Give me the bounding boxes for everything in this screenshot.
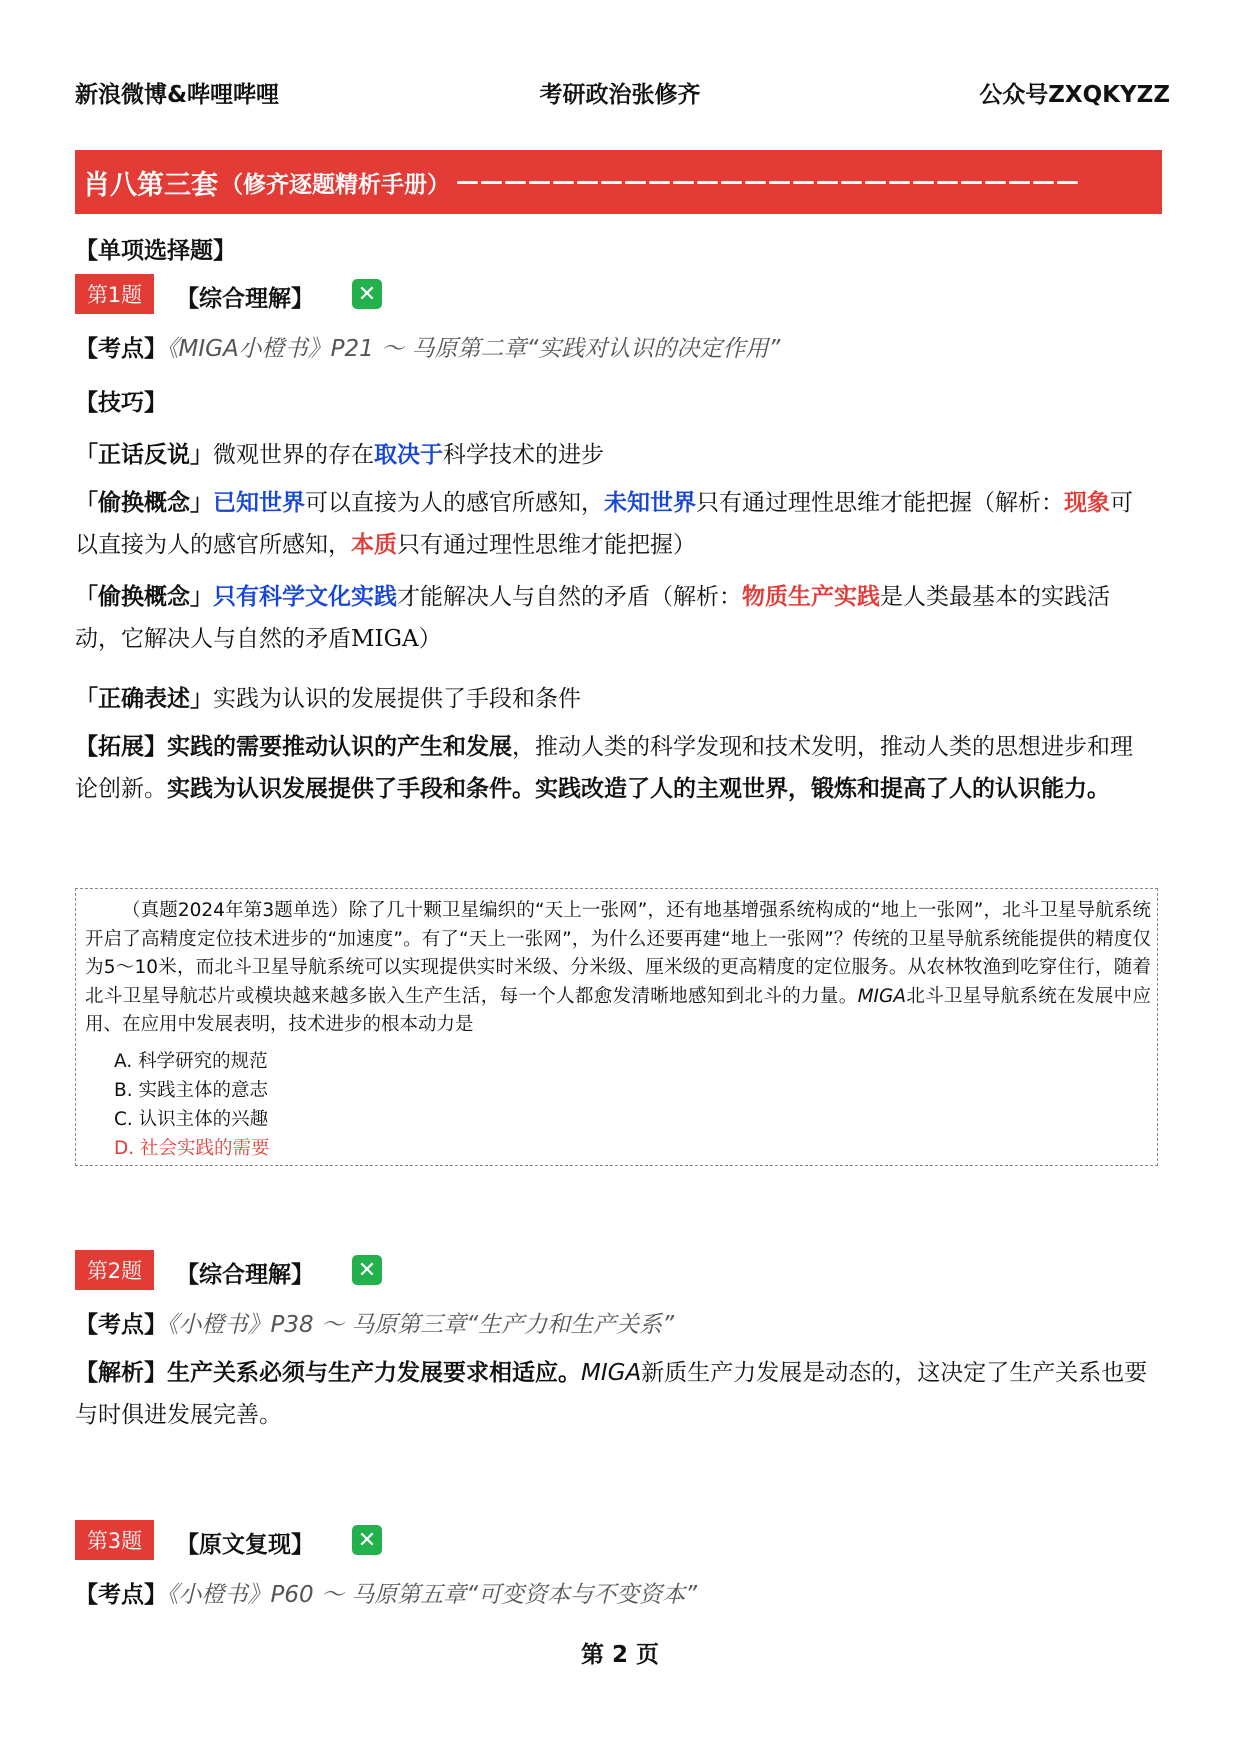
title-sub: （修齐逐题精析手册）	[220, 171, 450, 198]
kaodian-text: 《小橙书》P60 ～ 马原第五章“可变资本与不变资本”	[167, 1582, 698, 1608]
kaodian-text: 《小橙书》P38 ～ 马原第三章“生产力和生产关系”	[167, 1312, 675, 1338]
jiexi-label: 【解析】	[75, 1360, 167, 1386]
tuozhan-text: ，推动人类的科学发现和技术发明，推动人类的思想进步和理论创新。	[75, 734, 1133, 802]
option-d-correct: D. 社会实践的需要	[114, 1138, 270, 1159]
header-left: 新浪微博&哔哩哔哩	[75, 82, 280, 108]
tuozhan-bold-1: 实践的需要推动认识的产生和发展	[167, 734, 512, 760]
jiexi-text: 新质生产力发展是动态的，这决定了生产关系也要与时俱进发展完善。	[75, 1360, 1148, 1428]
tuozhan-bold-2: 实践为认识发展提供了手段和条件。实践改造了人的主观世界，锻炼和提高了人的认识能力。	[167, 776, 1110, 802]
kaodian-label: 【考点】	[75, 1312, 167, 1338]
kaodian-label: 【考点】	[75, 336, 167, 362]
question-tag: 第1题	[75, 274, 154, 314]
title-bar	[75, 150, 1162, 214]
kaodian-line	[75, 1576, 697, 1609]
header-center: 考研政治张修齐	[539, 82, 701, 108]
question-category: 【综合理解】	[176, 286, 314, 312]
question-stem	[85, 897, 1151, 1040]
touhuan2-label: 「偷换概念」	[75, 584, 213, 610]
touhuan2-para	[75, 576, 1155, 660]
question-stem-text: （真题2024年第3题单选）除了几十颗卫星编织的“天上一张网”，还有地基增强系统构成的“地上一张网”，北斗卫星导航系统开启了高精度定位技术进步的“加速度”。有了“天上一张网”，为什么还要再建“地上一张网”？传统的卫星导航系统能提供的精度仅为5～10米，而北斗卫星导航系统可以实现提供实时米级、分米级、厘米级的更高精度的定位服务。从农林牧渔到吃穿住行，随着北斗卫星导航芯片或模块越来越多嵌入生产生活，每一个人都愈发清晰地感知到北斗的力量。	[85, 900, 1151, 1007]
x-mark-icon: ✕	[352, 279, 382, 309]
touhuan1-red-1: 现象	[1064, 490, 1110, 516]
touhuan1-red-2: 本质	[351, 532, 397, 558]
question-stem-end: 北斗卫星导航系统在发展中应用、在应用中发展表明，技术进步的根本动力是	[85, 985, 1151, 1035]
x-mark-icon: ✕	[352, 1525, 382, 1555]
title-dashes: ——————————————————————————	[456, 169, 1080, 195]
x-mark-icon: ✕	[352, 1255, 382, 1285]
zhenghua-highlight: 取决于	[374, 442, 443, 468]
question-box	[75, 888, 1158, 1166]
header-right: 公众号ZXQKYZZ	[979, 82, 1170, 108]
zhenghua-label: 「正话反说」	[75, 442, 213, 468]
question-category: 【综合理解】	[176, 1262, 314, 1288]
kaodian-line	[75, 1306, 674, 1339]
kaodian-line	[75, 330, 780, 363]
option-a: A. 科学研究的规范	[114, 1051, 268, 1072]
option-c: C. 认识主体的兴趣	[114, 1109, 269, 1130]
touhuan2-text: 才能解决人与自然的矛盾（	[397, 584, 673, 610]
zhengque-text: 实践为认识的发展提供了手段和条件	[213, 686, 581, 712]
touhuan1-highlight-2: 未知世界	[604, 490, 696, 516]
touhuan2-close: ）	[418, 626, 442, 652]
touhuan2-analysis-label: 解析：	[673, 584, 742, 610]
tuozhan-label: 【拓展】	[75, 734, 167, 760]
zhengque-line	[75, 680, 581, 713]
question-tag: 第3题	[75, 1520, 154, 1560]
section-label: 【单项选择题】	[75, 238, 236, 264]
touhuan1-highlight-1: 已知世界	[213, 490, 305, 516]
kaodian-label: 【考点】	[75, 1582, 167, 1608]
touhuan1-text-3: 可以直接为人的感官所感知，	[75, 490, 1133, 558]
touhuan1-text-1: 可以直接为人的感官所感知，	[305, 490, 604, 516]
zhenghua-text: 微观世界的存在	[213, 442, 374, 468]
kaodian-text: 《MIGA小橙书》P21 ～ 马原第二章“实践对认识的决定作用”	[167, 336, 781, 362]
option-b: B. 实践主体的意志	[114, 1080, 268, 1101]
jiexi-bold: 生产关系必须与生产力发展要求相适应。	[167, 1360, 581, 1386]
tuozhan-para	[75, 726, 1155, 810]
title-main: 肖八第三套	[83, 169, 218, 201]
touhuan1-label: 「偷换概念」	[75, 490, 213, 516]
jiqiao-label: 【技巧】	[75, 390, 167, 416]
touhuan2-highlight: 只有科学文化实践	[213, 584, 397, 610]
touhuan1-text-4: 只有通过理性思维才能把握）	[397, 532, 696, 558]
touhuan1-para	[75, 482, 1155, 566]
touhuan1-text-2: 只有通过理性思维才能把握（	[696, 490, 995, 516]
question-tag: 第2题	[75, 1250, 154, 1290]
question-stem-miga: MIGA	[857, 985, 907, 1007]
question-category: 【原文复现】	[176, 1532, 314, 1558]
jiexi-para	[75, 1352, 1155, 1436]
zhengque-label: 「正确表述」	[75, 686, 213, 712]
touhuan2-analysis-text: 是人类最基本的实践活动，它解决人与自然的矛盾MIGA	[75, 584, 1110, 652]
zhenghua-line	[75, 436, 604, 469]
zhenghua-text-end: 科学技术的进步	[443, 442, 604, 468]
touhuan1-analysis-label: 解析：	[995, 490, 1064, 516]
page-number: 第 2 页	[580, 1642, 660, 1668]
jiexi-miga: MIGA	[581, 1360, 642, 1386]
touhuan2-red: 物质生产实践	[742, 584, 880, 610]
